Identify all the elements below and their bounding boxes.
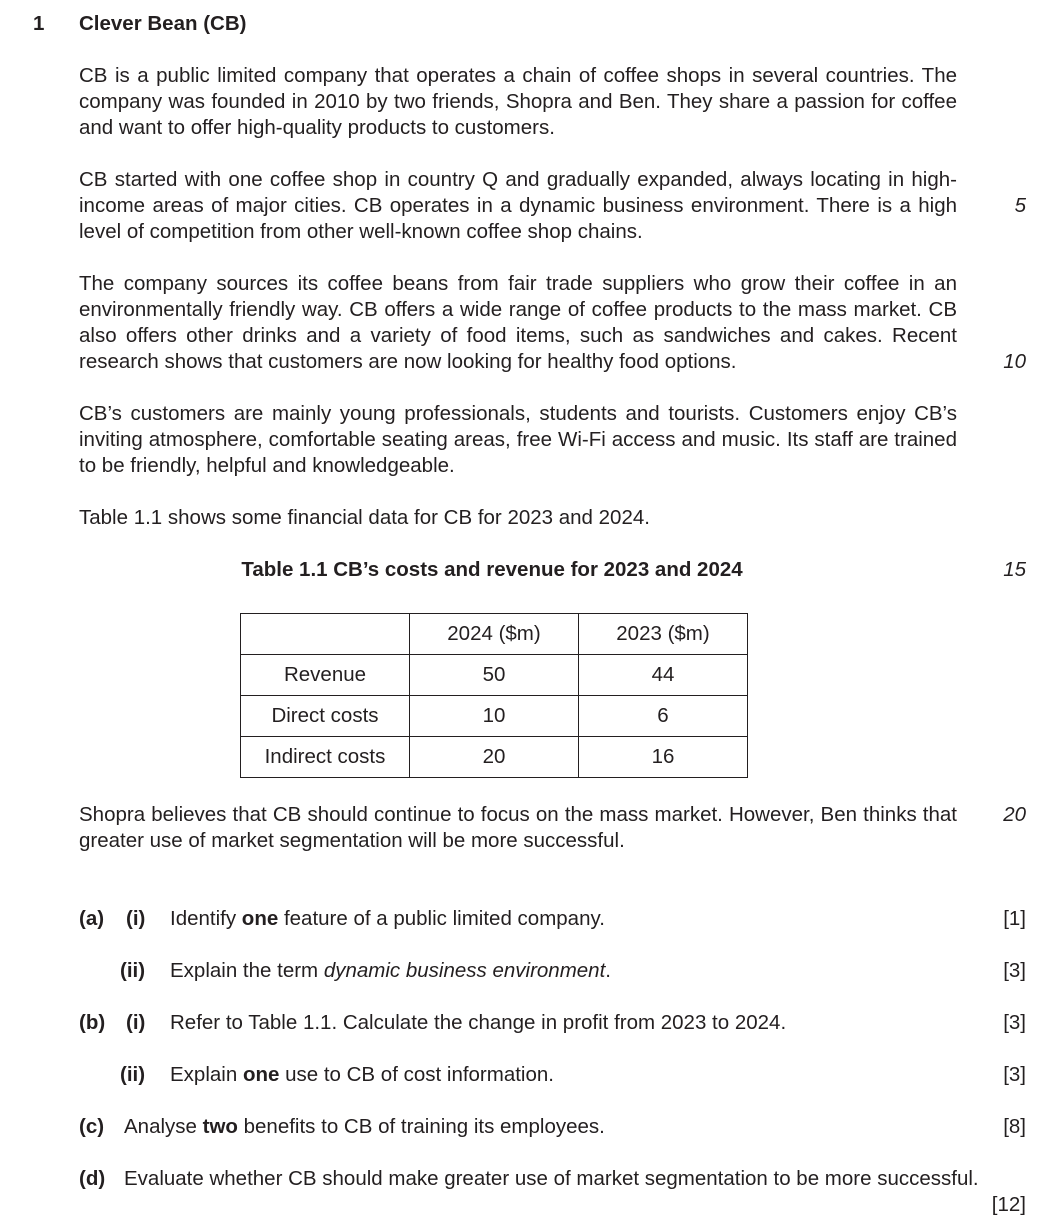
table-cell: 10 xyxy=(410,696,579,737)
part-b-ii-text xyxy=(170,1062,554,1088)
part-a-ii-text xyxy=(170,958,611,984)
paragraph-4: CB’s customers are mainly young professionals, students and tourists. Customers enjoy CB’s inviting atmosphere, comfortable seating areas, free Wi-Fi access and music. Its staff are trained to be friendly, helpful and knowledgeable. xyxy=(79,402,957,477)
part-b-i-text: Refer to Table 1.1. Calculate the change in profit from 2023 to 2024. xyxy=(170,1011,787,1034)
paragraph-2: CB started with one coffee shop in country Q and gradually expanded, always locating in high-income areas of major cities. CB operates in a dynamic business environment. There is a high level of competition from other well-known coffee shop chains. xyxy=(79,168,957,243)
part-a-i-bold: one xyxy=(241,907,279,930)
part-a-ii-text-2: . xyxy=(605,959,611,982)
part-a-ii-label: (ii) xyxy=(120,959,146,982)
paragraph-6: Shopra believes that CB should continue to focus on the mass market. However, Ben thinks that greater use of market segmentation will be more successful. xyxy=(79,803,957,852)
part-a-i-text-1: Identify xyxy=(170,907,242,930)
table-cell: 50 xyxy=(410,655,579,696)
part-b-i-label: (i) xyxy=(126,1011,146,1034)
part-c-mark: [8] xyxy=(1003,1115,1026,1138)
table-row xyxy=(241,655,748,696)
part-c-text-1: Analyse xyxy=(124,1115,203,1138)
part-a-i-text xyxy=(170,906,605,932)
part-a-i-text-2: feature of a public limited company. xyxy=(278,907,605,930)
part-b-label: (b) xyxy=(79,1011,106,1034)
table-cell: Revenue xyxy=(241,655,410,696)
part-d-mark: [12] xyxy=(991,1193,1026,1216)
part-a-ii-text-1: Explain the term xyxy=(170,959,324,982)
part-b-ii-text-2: use to CB of cost information. xyxy=(279,1063,554,1086)
part-c-label: (c) xyxy=(79,1115,105,1138)
line-number-10: 10 xyxy=(1003,350,1026,373)
table-row xyxy=(241,696,748,737)
line-number-20: 20 xyxy=(1003,803,1026,826)
part-c-text xyxy=(124,1114,605,1140)
part-d-label: (d) xyxy=(79,1167,106,1190)
part-a-ii-italic: dynamic business environment xyxy=(323,959,606,982)
question-title: Clever Bean (CB) xyxy=(79,12,247,35)
financial-table xyxy=(240,613,748,778)
paragraph-1: CB is a public limited company that operates a chain of coffee shops in several countries. The company was founded in 2010 by two friends, Shopra and Ben. They share a passion for coffee and want to offer high-quality products to customers. xyxy=(79,64,957,139)
question-number: 1 xyxy=(33,12,45,35)
table-header-cell: 2023 ($m) xyxy=(579,614,748,655)
part-a-i-label: (i) xyxy=(126,907,146,930)
part-c-bold: two xyxy=(202,1115,238,1138)
part-d-text: Evaluate whether CB should make greater use of market segmentation to be more successful. xyxy=(124,1167,979,1190)
line-number-15: 15 xyxy=(1003,558,1026,581)
line-number-5: 5 xyxy=(1014,194,1026,217)
table-cell: 16 xyxy=(579,737,748,778)
part-c-text-2: benefits to CB of training its employees. xyxy=(237,1115,605,1138)
part-a-label: (a) xyxy=(79,907,105,930)
part-a-ii-mark: [3] xyxy=(1003,959,1026,982)
table-cell: 44 xyxy=(579,655,748,696)
paragraph-5: Table 1.1 shows some financial data for CB for 2023 and 2024. xyxy=(79,506,650,529)
part-b-ii-text-1: Explain xyxy=(170,1063,243,1086)
part-b-ii-label: (ii) xyxy=(120,1063,146,1086)
table-header-cell xyxy=(241,614,410,655)
table-cell: Indirect costs xyxy=(241,737,410,778)
table-header-cell: 2024 ($m) xyxy=(410,614,579,655)
table-row xyxy=(241,737,748,778)
table-cell: 20 xyxy=(410,737,579,778)
paragraph-3: The company sources its coffee beans from fair trade suppliers who grow their coffee in an environmentally friendly way. CB offers a wide range of coffee products to the mass market. CB also offers other drinks and a variety of food items, such as sandwiches and cakes. Recent research shows that customers are now looking for healthy food options. xyxy=(79,272,957,373)
part-b-i-mark: [3] xyxy=(1003,1011,1026,1034)
table-header-row xyxy=(241,614,748,655)
part-b-ii-bold: one xyxy=(242,1063,280,1086)
table-cell: 6 xyxy=(579,696,748,737)
part-b-ii-mark: [3] xyxy=(1003,1063,1026,1086)
part-a-i-mark: [1] xyxy=(1003,907,1026,930)
table-caption: Table 1.1 CB’s costs and revenue for 2023 and 2024 xyxy=(241,558,743,581)
table-cell: Direct costs xyxy=(241,696,410,737)
